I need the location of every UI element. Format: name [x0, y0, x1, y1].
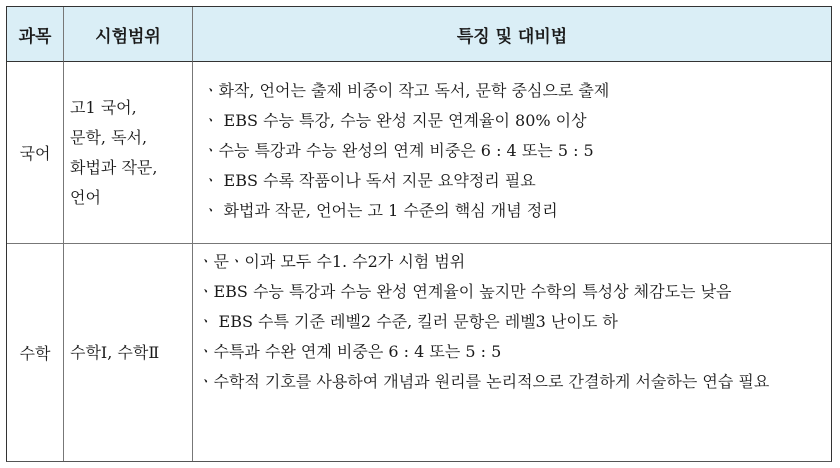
- feature-line: ㆍ화작, 언어는 출제 비중이 작고 독서, 문학 중심으로 출제: [203, 81, 610, 100]
- header-features: 특징 및 대비법: [193, 7, 831, 62]
- features-math: [193, 244, 831, 461]
- exam-info-table: [6, 6, 832, 462]
- feature-line: ㆍ EBS 수록 작품이나 독서 지문 요약정리 필요: [203, 171, 536, 190]
- feature-line: ㆍ문ㆍ이과 모두 수1. 수2가 시험 범위: [198, 252, 466, 271]
- feature-line: ㆍ 화법과 작문, 언어는 고 1 수준의 핵심 개념 정리: [203, 201, 558, 220]
- subject-korean: 국어: [7, 62, 64, 244]
- scope-item: 화법과 작문,: [70, 157, 158, 177]
- scope-item: 고1 국어,: [70, 97, 137, 117]
- scope-item: 수학Ⅰ, 수학Ⅱ: [70, 342, 160, 362]
- features-korean: [193, 62, 831, 244]
- feature-line: ㆍ EBS 수능 특강, 수능 완성 지문 연계율이 80% 이상: [203, 111, 587, 130]
- feature-line: ㆍ EBS 수특 기준 레벨2 수준, 킬러 문항은 레벨3 난이도 하: [198, 312, 618, 331]
- subject-math: 수학: [7, 244, 64, 461]
- scope-item: 언어: [70, 187, 101, 207]
- scope-math: [64, 244, 193, 461]
- feature-line: ㆍ수능 특강과 수능 완성의 연계 비중은 6 : 4 또는 5 : 5: [203, 141, 594, 160]
- feature-line: ㆍ수학적 기호를 사용하여 개념과 원리를 논리적으로 간결하게 서술하는 연습 필요: [198, 372, 770, 391]
- header-scope: 시험범위: [64, 7, 193, 62]
- feature-line: ㆍEBS 수능 특강과 수능 완성 연계율이 높지만 수학의 특성상 체감도는 낮음: [198, 282, 732, 301]
- scope-korean: [64, 62, 193, 244]
- feature-line: ㆍ수특과 수완 연계 비중은 6 : 4 또는 5 : 5: [198, 342, 502, 361]
- scope-item: 문학, 독서,: [70, 127, 148, 147]
- header-subject: 과목: [7, 7, 64, 62]
